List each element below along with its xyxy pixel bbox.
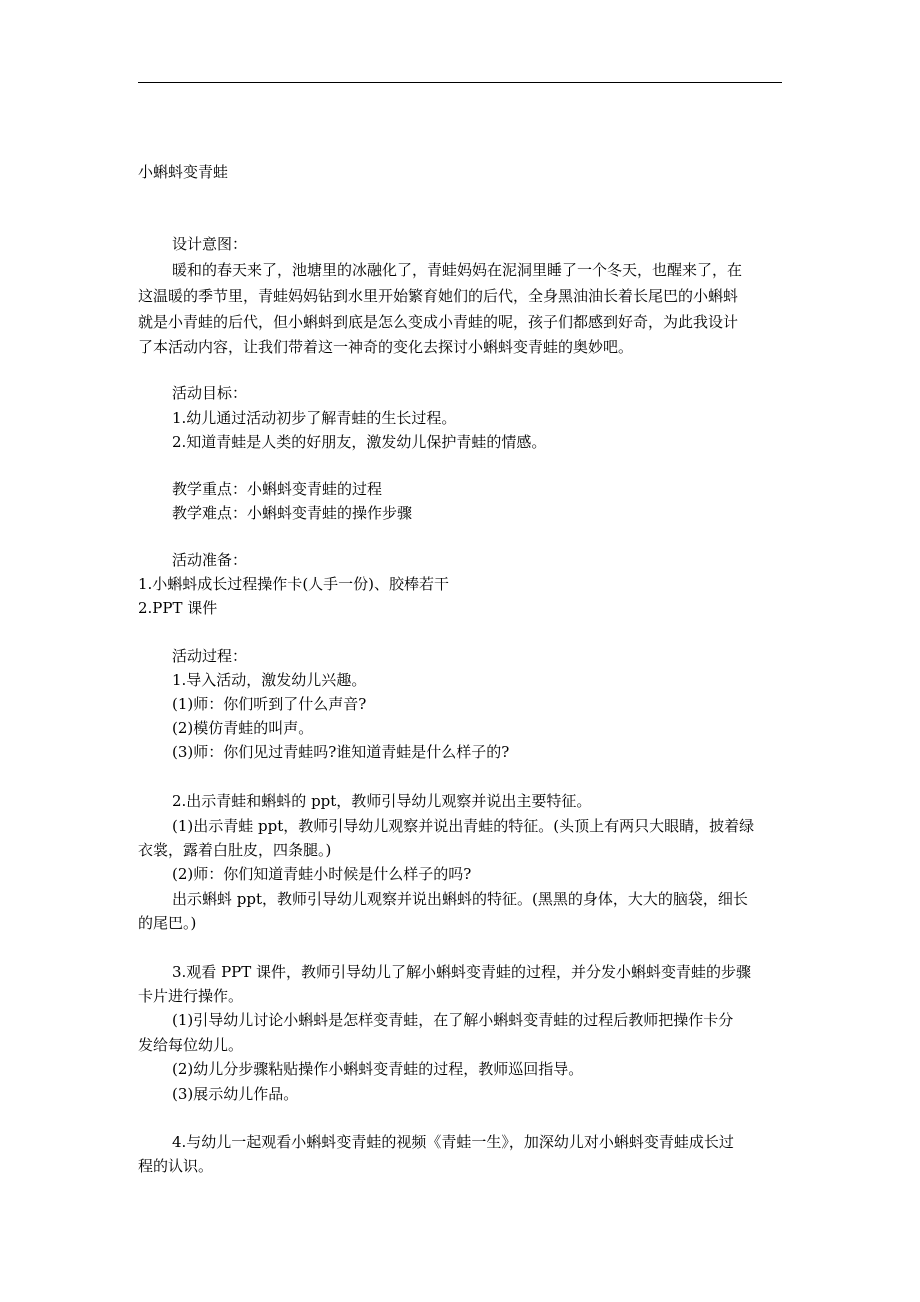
process-substep: (1)引导幼儿讨论小蝌蚪是怎样变青蛙，在了解小蝌蚪变青蛙的过程后教师把操作卡分 — [172, 1011, 734, 1029]
header-rule — [138, 82, 782, 83]
paragraph-line: 就是小青蛙的后代，但小蝌蚪到底是怎么变成小青蛙的呢，孩子们都感到好奇，为此我设计 — [138, 313, 739, 331]
process-substep: (1)师：你们听到了什么声音? — [172, 695, 367, 713]
paragraph-line: 暖和的春天来了，池塘里的冰融化了，青蛙妈妈在泥洞里睡了一个冬天，也醒来了，在 — [172, 261, 743, 279]
process-substep: (3)师：你们见过青蛙吗?谁知道青蛙是什么样子的? — [172, 743, 510, 761]
teaching-focus: 教学重点：小蝌蚪变青蛙的过程 — [172, 480, 383, 498]
goal-item: 1.幼儿通过活动初步了解青蛙的生长过程。 — [172, 409, 457, 427]
process-step: 卡片进行操作。 — [138, 987, 244, 1005]
paragraph-line: 这温暖的季节里，青蛙妈妈钻到水里开始繁育她们的后代，全身黑油油长着长尾巴的小蝌蚪 — [138, 287, 739, 305]
preparation-item: 1.小蝌蚪成长过程操作卡(人手一份)、胶棒若干 — [138, 575, 450, 593]
process-step: 1.导入活动，激发幼儿兴趣。 — [172, 671, 367, 689]
process-substep: 的尾巴。) — [138, 914, 197, 932]
process-step: 程的认识。 — [138, 1157, 214, 1175]
process-step: 2.出示青蛙和蝌蚪的 ppt，教师引导幼儿观察并说出主要特征。 — [172, 792, 592, 810]
process-substep: (1)出示青蛙 ppt，教师引导幼儿观察并说出青蛙的特征。(头顶上有两只大眼睛，披着绿 — [172, 817, 755, 835]
process-substep: 出示蝌蚪 ppt，教师引导幼儿观察并说出蝌蚪的特征。(黑黑的身体，大大的脑袋，细长 — [172, 890, 748, 908]
paragraph-line: 了本活动内容，让我们带着这一神奇的变化去探讨小蝌蚪变青蛙的奥妙吧。 — [138, 338, 634, 356]
document-title: 小蝌蚪变青蛙 — [138, 163, 229, 181]
process-substep: 衣裳，露着白肚皮，四条腿。) — [138, 841, 332, 859]
process-substep: 发给每位幼儿。 — [138, 1036, 244, 1054]
teaching-difficulty: 教学难点：小蝌蚪变青蛙的操作步骤 — [172, 504, 413, 522]
process-step: 3.观看 PPT 课件，教师引导幼儿了解小蝌蚪变青蛙的过程，并分发小蝌蚪变青蛙的步骤 — [172, 963, 752, 981]
process-substep: (2)幼儿分步骤粘贴操作小蝌蚪变青蛙的过程，教师巡回指导。 — [172, 1060, 584, 1078]
process-substep: (2)模仿青蛙的叫声。 — [172, 719, 314, 737]
process-substep: (2)师：你们知道青蛙小时候是什么样子的吗? — [172, 865, 472, 883]
section-heading-preparation: 活动准备： — [172, 551, 248, 569]
process-substep: (3)展示幼儿作品。 — [172, 1085, 299, 1103]
section-heading-goals: 活动目标： — [172, 384, 248, 402]
preparation-item: 2.PPT 课件 — [138, 599, 218, 617]
section-heading-design-intent: 设计意图： — [172, 235, 248, 253]
process-step: 4.与幼儿一起观看小蝌蚪变青蛙的视频《青蛙一生》，加深幼儿对小蝌蚪变青蛙成长过 — [172, 1133, 734, 1151]
section-heading-process: 活动过程： — [172, 647, 248, 665]
goal-item: 2.知道青蛙是人类的好朋友，激发幼儿保护青蛙的情感。 — [172, 433, 547, 451]
